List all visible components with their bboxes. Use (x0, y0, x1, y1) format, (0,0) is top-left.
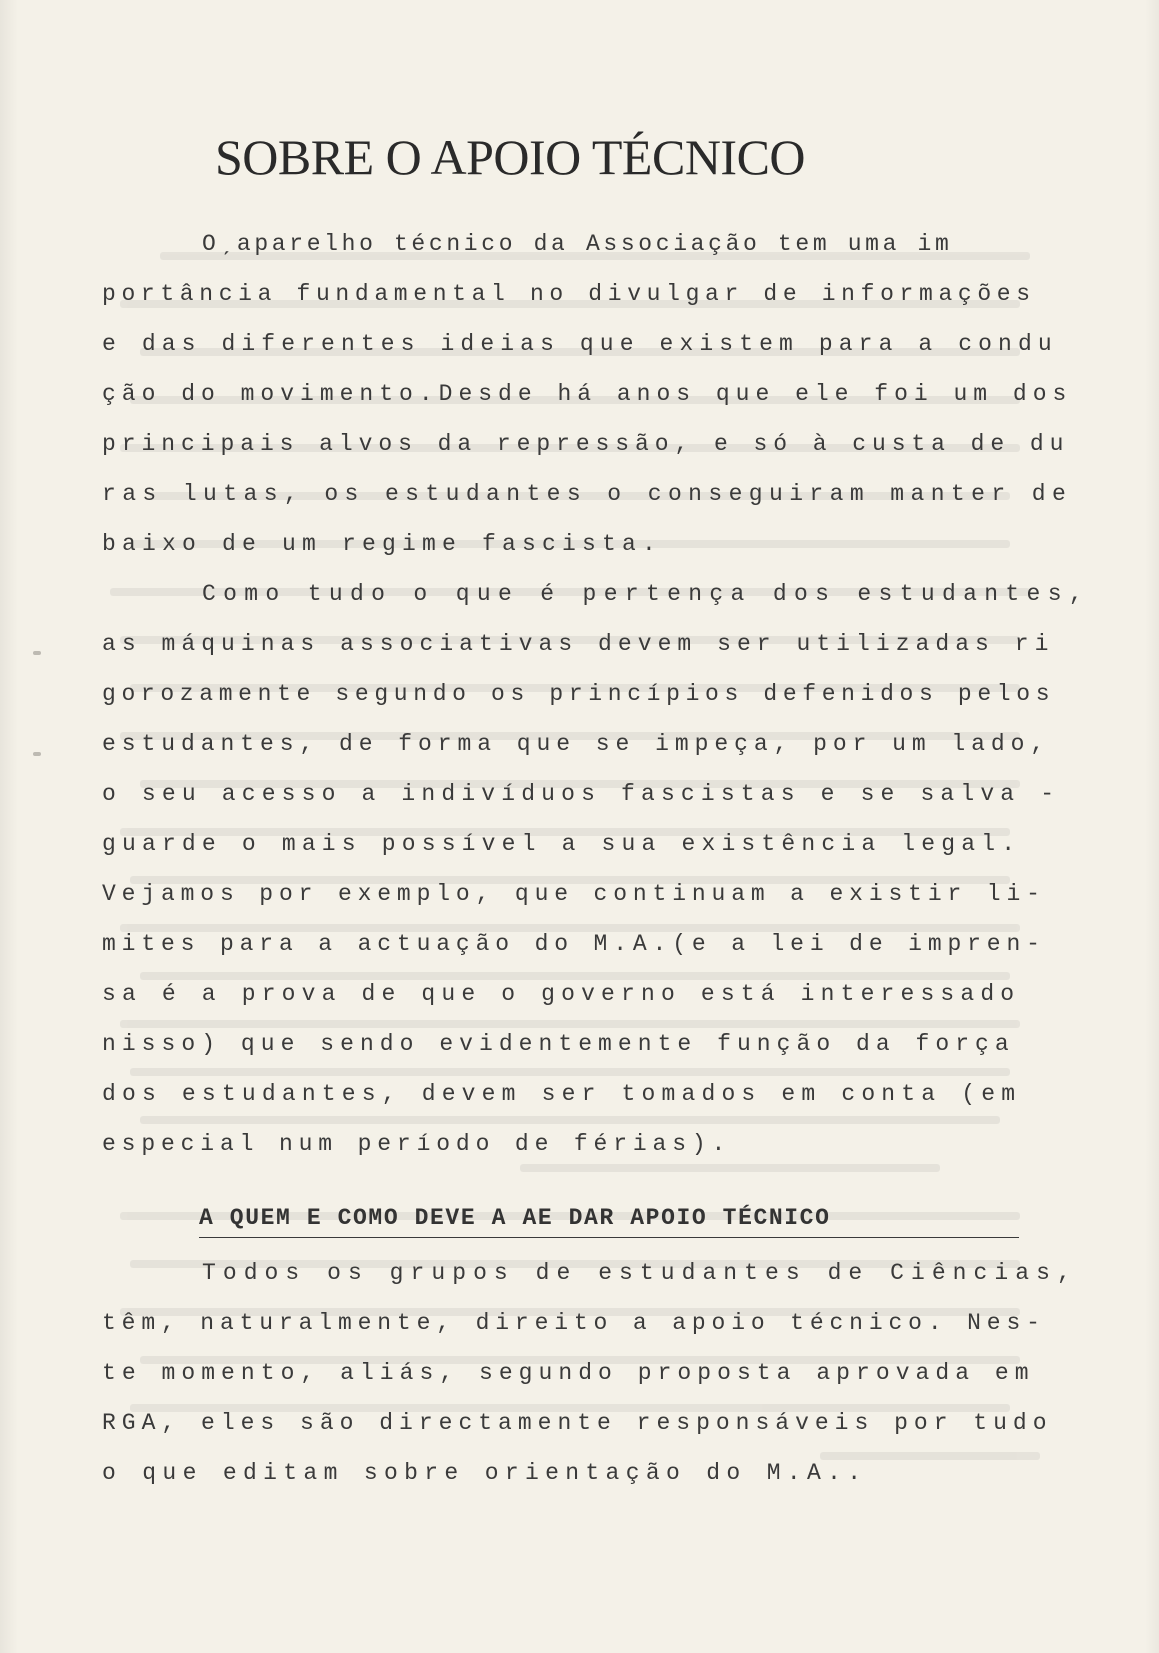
show-through-line (120, 1020, 1020, 1028)
show-through-line (820, 1452, 1040, 1460)
text-line: o seu acesso a indivíduos fascistas e se salva - (102, 781, 1061, 807)
text-line: portância fundamental no divulgar de informações (102, 281, 1036, 307)
text-line: Como tudo o que é pertença dos estudantes, (202, 581, 1090, 607)
show-through-line (520, 1164, 940, 1172)
text-line: RGA, eles são directamente responsáveis por tudo (102, 1410, 1053, 1436)
text-line: te momento, aliás, segundo proposta aprovada em (102, 1360, 1035, 1386)
text-line: as máquinas associativas devem ser utilizadas ri (102, 631, 1055, 657)
section-heading: A QUEM E COMO DEVE A AE DAR APOIO TÉCNICO (199, 1205, 1019, 1238)
text-line: estudantes, de forma que se impeça, por um lado, (102, 731, 1051, 757)
text-line: Vejamos por exemplo, que continuam a existir li- (102, 881, 1046, 907)
text-line: ção do movimento.Desde há anos que ele foi um dos (102, 381, 1073, 407)
paper-mark (33, 651, 41, 655)
page-title: SOBRE O APOIO TÉCNICO (215, 129, 806, 185)
text-line: gorozamente segundo os princípios defenidos pelos (102, 681, 1056, 707)
text-line: Oˏaparelho técnico da Associação tem uma im (202, 231, 953, 257)
text-line: nisso) que sendo evidentemente função da força (102, 1031, 1015, 1057)
text-line: o que editam sobre orientação do M.A.. (102, 1460, 868, 1486)
text-line: têm, naturalmente, direito a apoio técnico. Nes- (102, 1310, 1046, 1336)
text-line: guarde o mais possível a sua existência legal. (102, 831, 1022, 857)
paper-mark (33, 752, 41, 756)
text-line: ras lutas, os estudantes o conseguiram manter de (102, 481, 1073, 507)
text-line: Todos os grupos de estudantes de Ciências, (202, 1260, 1078, 1286)
show-through-line (140, 1116, 1000, 1124)
show-through-line (140, 972, 1010, 980)
text-line: dos estudantes, devem ser tomados em conta (em (102, 1081, 1022, 1107)
text-line: baixo de um regime fascista. (102, 531, 663, 557)
text-line: especial num período de férias). (102, 1131, 732, 1157)
text-line: principais alvos da repressão, e só à custa de du (102, 431, 1070, 457)
text-line: mites para a actuação do M.A.(e a lei de impren- (102, 931, 1046, 957)
show-through-line (130, 1068, 1010, 1076)
text-line: e das diferentes ideias que existem para a condu (102, 331, 1058, 357)
text-line: sa é a prova de que o governo está interessado (102, 981, 1021, 1007)
